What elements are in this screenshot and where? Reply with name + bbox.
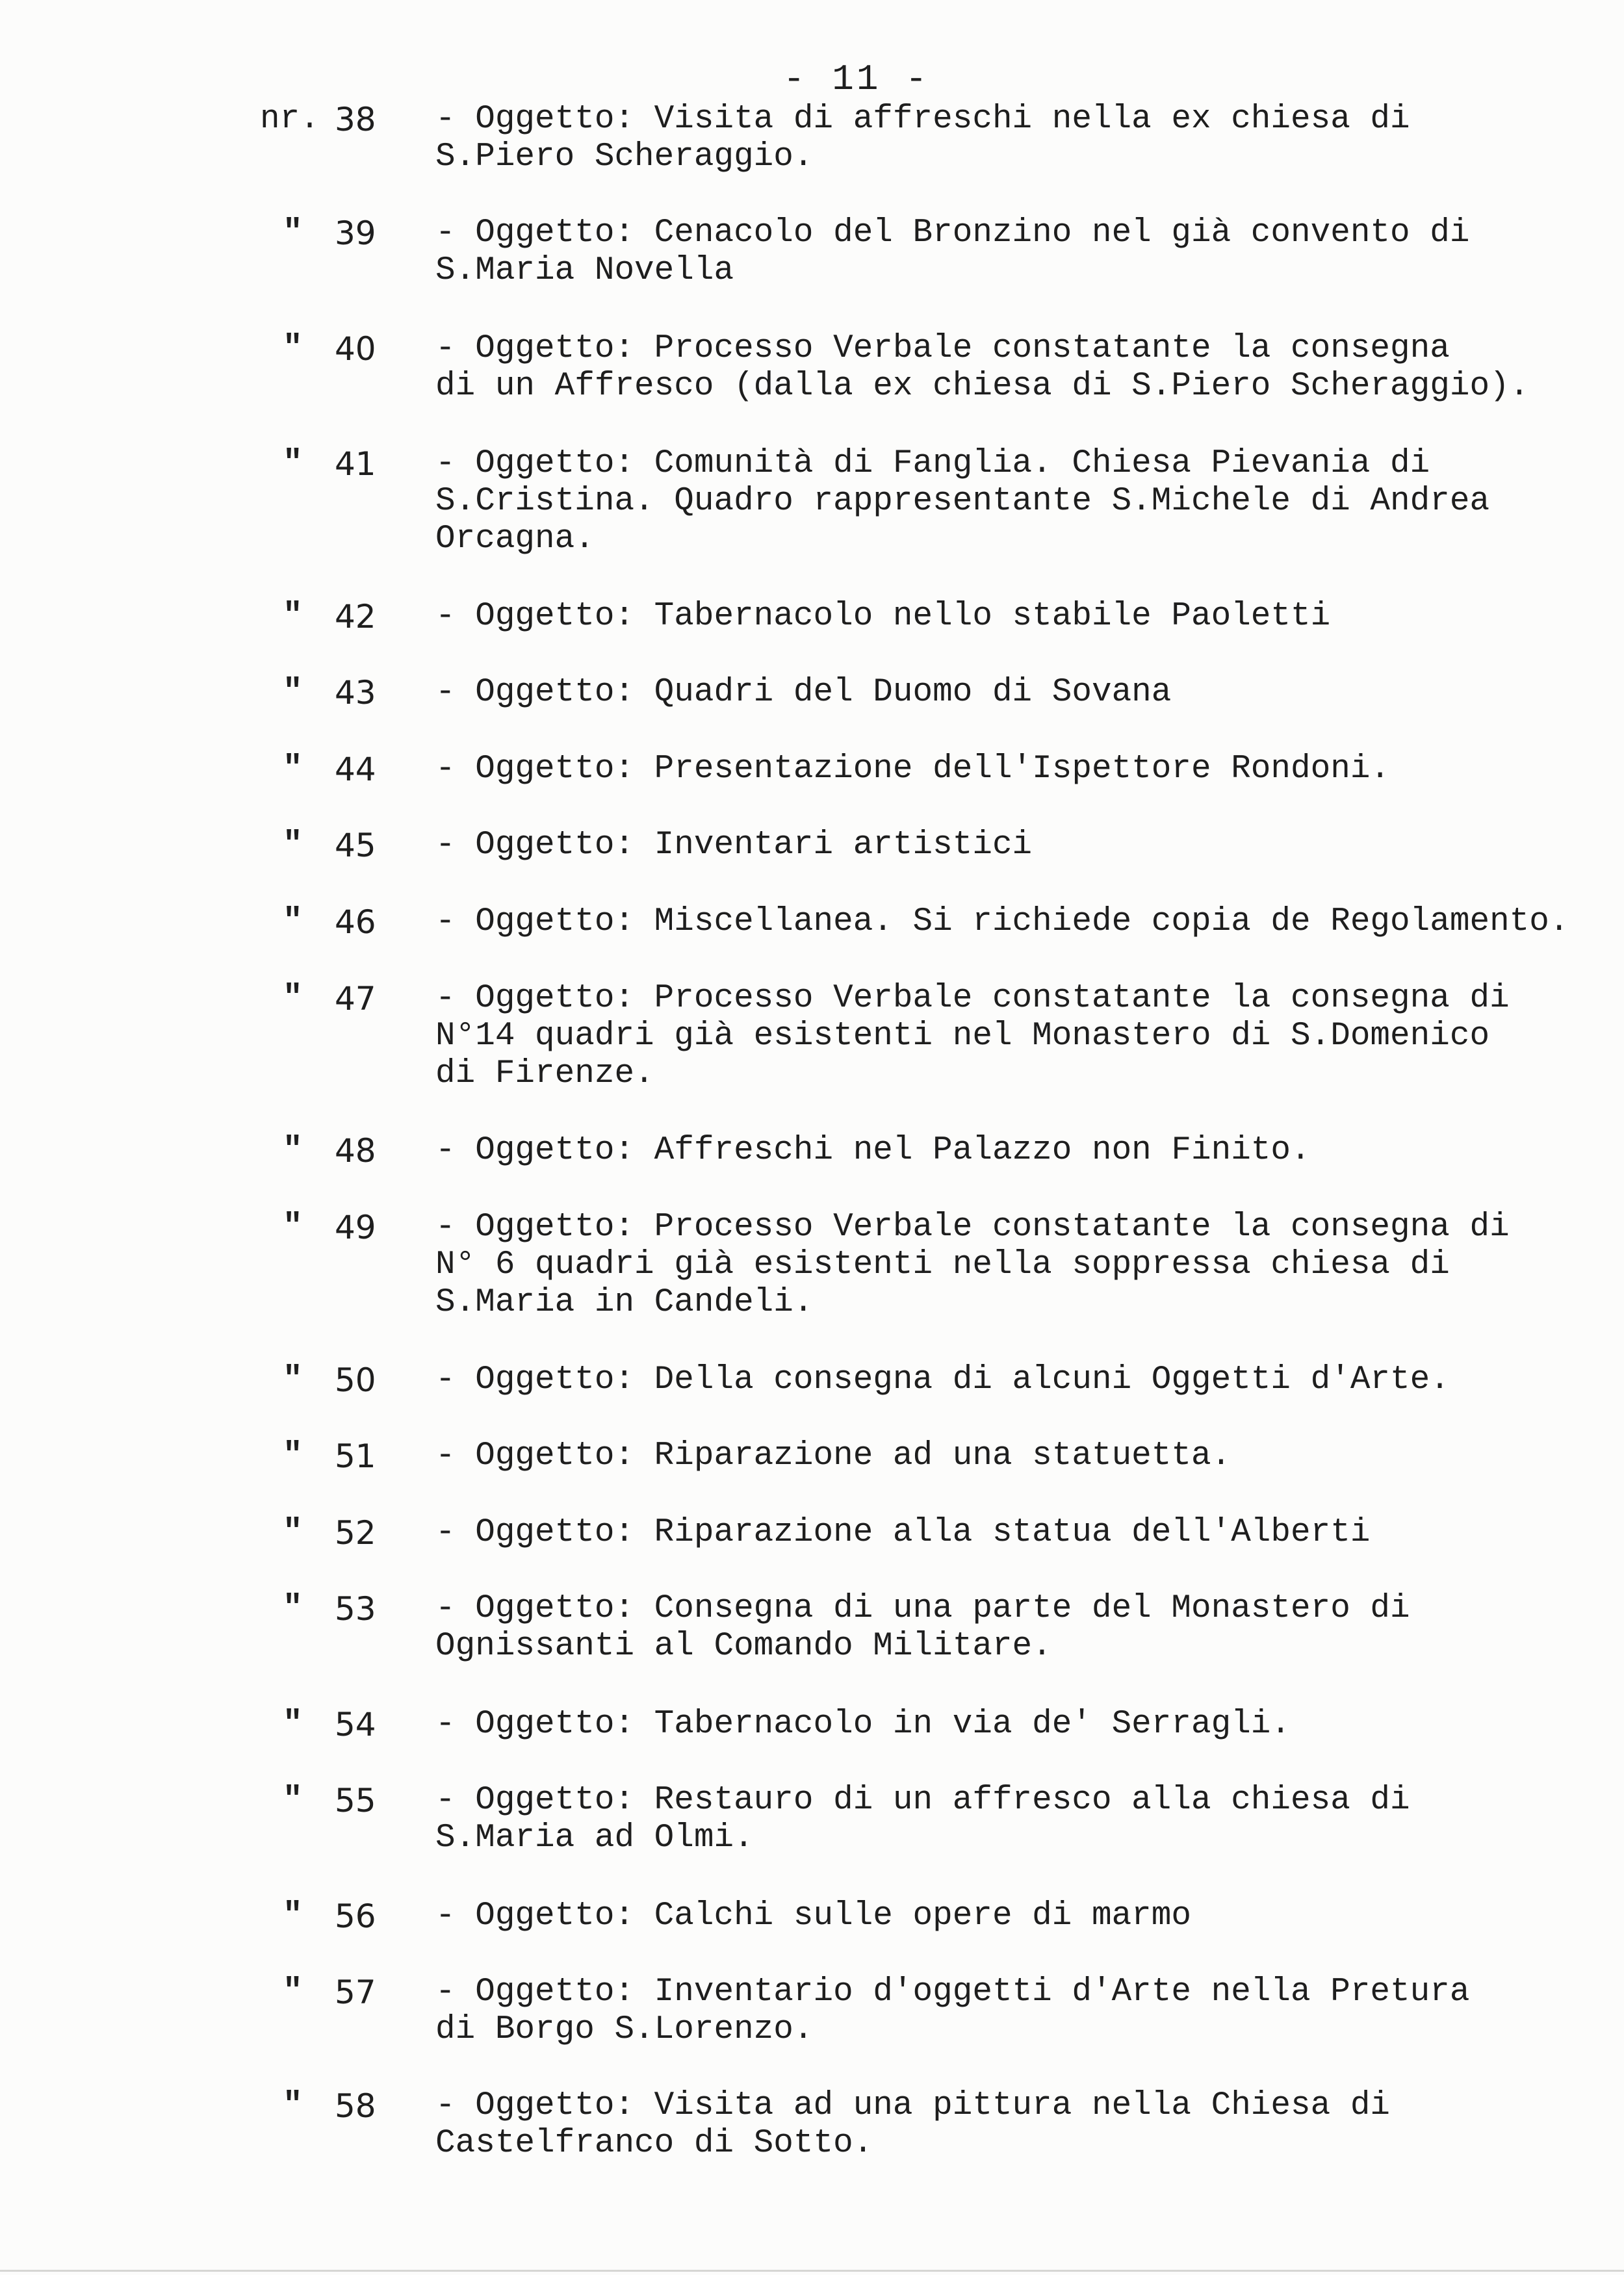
entry-number: 47 [335,980,376,1018]
entry-subject: - Oggetto: Quadri del Duomo di Sovana [435,674,1172,711]
entry-subject: - Oggetto: Inventario d'oggetti d'Arte nella Pretura di Borgo S.Lorenzo. [435,1973,1470,2048]
entry-number: 41 [335,445,376,483]
entry-subject: - Oggetto: Processo Verbale constatante la consegna di N° 6 quadri già esistenti nella soppressa chiesa di S.Maria in Candeli. [435,1209,1510,1321]
ditto-mark: " [283,1132,303,1169]
entry-number: 48 [335,1132,376,1170]
ditto-mark: " [283,1590,303,1627]
entry-number: 44 [335,751,376,788]
ditto-mark: " [283,1782,303,1819]
ditto-mark: " [283,827,303,864]
entry-number: 50 [335,1361,376,1399]
ditto-mark: " [283,903,303,940]
entry-subject: - Oggetto: Presentazione dell'Ispettore Rondoni. [435,751,1391,788]
ditto-mark: " [283,598,303,635]
entry-number: 55 [335,1782,376,1819]
ditto-mark: " [283,1361,303,1398]
ditto-mark: " [283,674,303,711]
entry-number: 46 [335,903,376,941]
entry-subject: - Oggetto: Affreschi nel Palazzo non Finito. [435,1132,1311,1169]
entry-subject: - Oggetto: Tabernacolo in via de' Serragli. [435,1706,1291,1743]
entry-number: 57 [335,1973,376,2011]
ditto-mark: " [283,1897,303,1934]
ditto-mark: " [283,1706,303,1743]
ditto-mark: " [283,751,303,788]
entry-subject: - Oggetto: Calchi sulle opere di marmo [435,1897,1191,1934]
entry-number: 42 [335,598,376,636]
ditto-mark: " [283,1209,303,1246]
scan-edge-line [0,2270,1624,2272]
entry-prefix: nr. [260,101,320,138]
entry-number: 39 [335,214,376,252]
ditto-mark: " [283,1973,303,2011]
entry-subject: - Oggetto: Processo Verbale constatante la consegna di N°14 quadri già esistenti nel Monastero di S.Domenico di Firenze. [435,980,1510,1092]
entry-number: 51 [335,1437,376,1475]
entry-subject: - Oggetto: Consegna di una parte del Monastero di Ognissanti al Comando Militare. [435,1590,1410,1665]
entry-subject: - Oggetto: Comunità di Fanglia. Chiesa Pievania di S.Cristina. Quadro rappresentante S.Michele di Andrea Orcagna. [435,445,1490,558]
entry-subject: - Oggetto: Cenacolo del Bronzino nel già convento di S.Maria Novella [435,214,1470,289]
entry-number: 49 [335,1209,376,1246]
entry-number: 54 [335,1706,376,1743]
page-number: - 11 - [783,58,930,100]
entry-subject: - Oggetto: Della consegna di alcuni Oggetti d'Arte. [435,1361,1450,1398]
entry-subject: - Oggetto: Miscellanea. Si richiede copia de Regolamento. [435,903,1569,940]
entry-number: 53 [335,1590,376,1628]
entry-subject: - Oggetto: Processo Verbale constatante la consegna di un Affresco (dalla ex chiesa di S.Piero Scheraggio). [435,330,1530,405]
entry-subject: - Oggetto: Restauro di un affresco alla chiesa di S.Maria ad Olmi. [435,1782,1410,1857]
ditto-mark: " [283,980,303,1017]
entry-subject: - Oggetto: Inventari artistici [435,827,1033,864]
ditto-mark: " [283,1437,303,1474]
entry-number: 40 [335,330,376,368]
entry-number: 45 [335,827,376,864]
entry-number: 38 [335,101,376,138]
entry-number: 43 [335,674,376,712]
entry-subject: - Oggetto: Tabernacolo nello stabile Paoletti [435,598,1331,635]
ditto-mark: " [283,445,303,482]
ditto-mark: " [283,214,303,251]
entry-subject: - Oggetto: Visita di affreschi nella ex chiesa di S.Piero Scheraggio. [435,101,1410,175]
entry-number: 56 [335,1897,376,1935]
ditto-mark: " [283,1514,303,1551]
entry-subject: - Oggetto: Riparazione ad una statuetta. [435,1437,1231,1474]
entry-subject: - Oggetto: Riparazione alla statua dell'Alberti [435,1514,1371,1551]
ditto-mark: " [283,330,303,367]
entry-number: 58 [335,2087,376,2125]
ditto-mark: " [283,2087,303,2124]
entry-number: 52 [335,1514,376,1552]
entry-subject: - Oggetto: Visita ad una pittura nella Chiesa di Castelfranco di Sotto. [435,2087,1391,2162]
